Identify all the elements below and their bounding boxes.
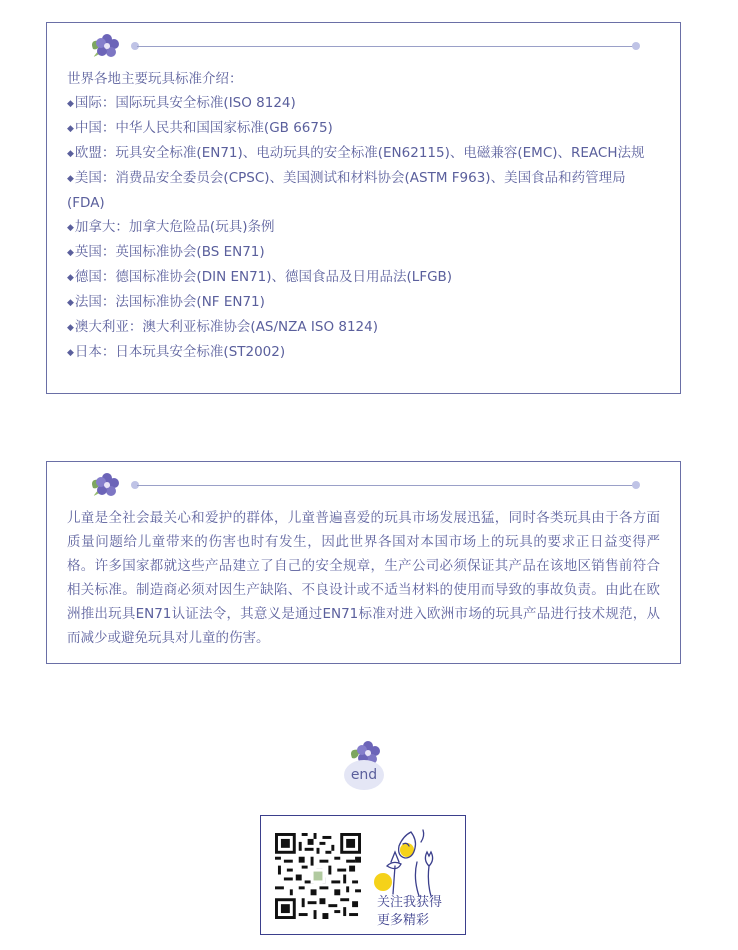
follow-qr-box [260, 815, 466, 935]
bullet-icon: ◆ [67, 248, 74, 258]
en71-content [67, 506, 660, 650]
end-mark [344, 738, 388, 792]
standards-content [67, 67, 660, 365]
card-header [87, 470, 647, 500]
standard-item: ◆国际：国际玩具安全标准(ISO 8124) [67, 95, 296, 111]
rule-line [137, 46, 634, 47]
bullet-icon: ◆ [67, 99, 74, 109]
standards-card [46, 22, 681, 394]
follow-line-1: 关注我获得 [377, 895, 443, 910]
standard-item: ◆澳大利亚：澳大利亚标准协会(AS/NZA ISO 8124) [67, 319, 379, 335]
standard-item: ◆加拿大：加拿大危险品(玩具)条例 [67, 219, 275, 235]
follow-text [377, 894, 463, 930]
standard-item: ◆德国：德国标准协会(DIN EN71)、德国食品及日用品法(LFGB) [67, 269, 453, 285]
bullet-icon: ◆ [67, 223, 74, 233]
bullet-icon: ◆ [67, 124, 74, 134]
card-header [87, 31, 647, 61]
flower-icon [87, 470, 123, 500]
standard-item: ◆英国：英国标准协会(BS EN71) [67, 244, 265, 260]
bullet-icon: ◆ [67, 348, 74, 358]
standard-item: ◆中国：中华人民共和国国家标准(GB 6675) [67, 120, 333, 136]
en71-paragraph: 儿童是全社会最关心和爱护的群体，儿童普遍喜爱的玩具市场发展迅猛，同时各类玩具由于各方面质量问题给儿童带来的伤害也时有发生，因此世界各国对本国市场上的玩具的要求正日益变得严格。许多国家都就这些产品建立了自己的安全规章，生产公司必须保证其产品在该地区销售前符合相关标准。制造商必须对因生产缺陷、不良设计或不适当材料的使用而导致的事故负责。由此在欧洲推出玩具EN71认证法令，其意义是通过EN71标准对进入欧洲市场的玩具产品进行技术规范，从而减少或避免玩具对儿童的伤害。 [67, 510, 660, 646]
bullet-icon: ◆ [67, 149, 74, 159]
standard-item: ◆日本：日本玩具安全标准(ST2002) [67, 344, 286, 360]
rule-dot-right [632, 481, 640, 489]
bullet-icon: ◆ [67, 323, 74, 333]
standard-item: ◆法国：法国标准协会(NF EN71) [67, 294, 265, 310]
standard-item: ◆美国：消费品安全委员会(CPSC)、美国测试和材料协会(ASTM F963)、美国食品和药管理局(FDA) [67, 170, 626, 211]
flower-illustration-icon [373, 822, 453, 902]
standard-item: ◆欧盟：玩具安全标准(EN71)、电动玩具的安全标准(EN62115)、电磁兼容(EMC)、REACH法规 [67, 145, 645, 161]
bullet-icon: ◆ [67, 273, 74, 283]
header-rule [133, 44, 638, 48]
flower-icon [87, 31, 123, 61]
bullet-icon: ◆ [67, 174, 74, 184]
qr-code-icon[interactable] [275, 833, 361, 919]
follow-line-2: 更多精彩 [377, 913, 430, 928]
header-rule [133, 483, 638, 487]
rule-line [137, 485, 634, 486]
en71-card [46, 461, 681, 664]
standards-intro: 世界各地主要玩具标准介绍： [67, 71, 243, 87]
rule-dot-right [632, 42, 640, 50]
bullet-icon: ◆ [67, 298, 74, 308]
end-label: end [344, 760, 384, 790]
